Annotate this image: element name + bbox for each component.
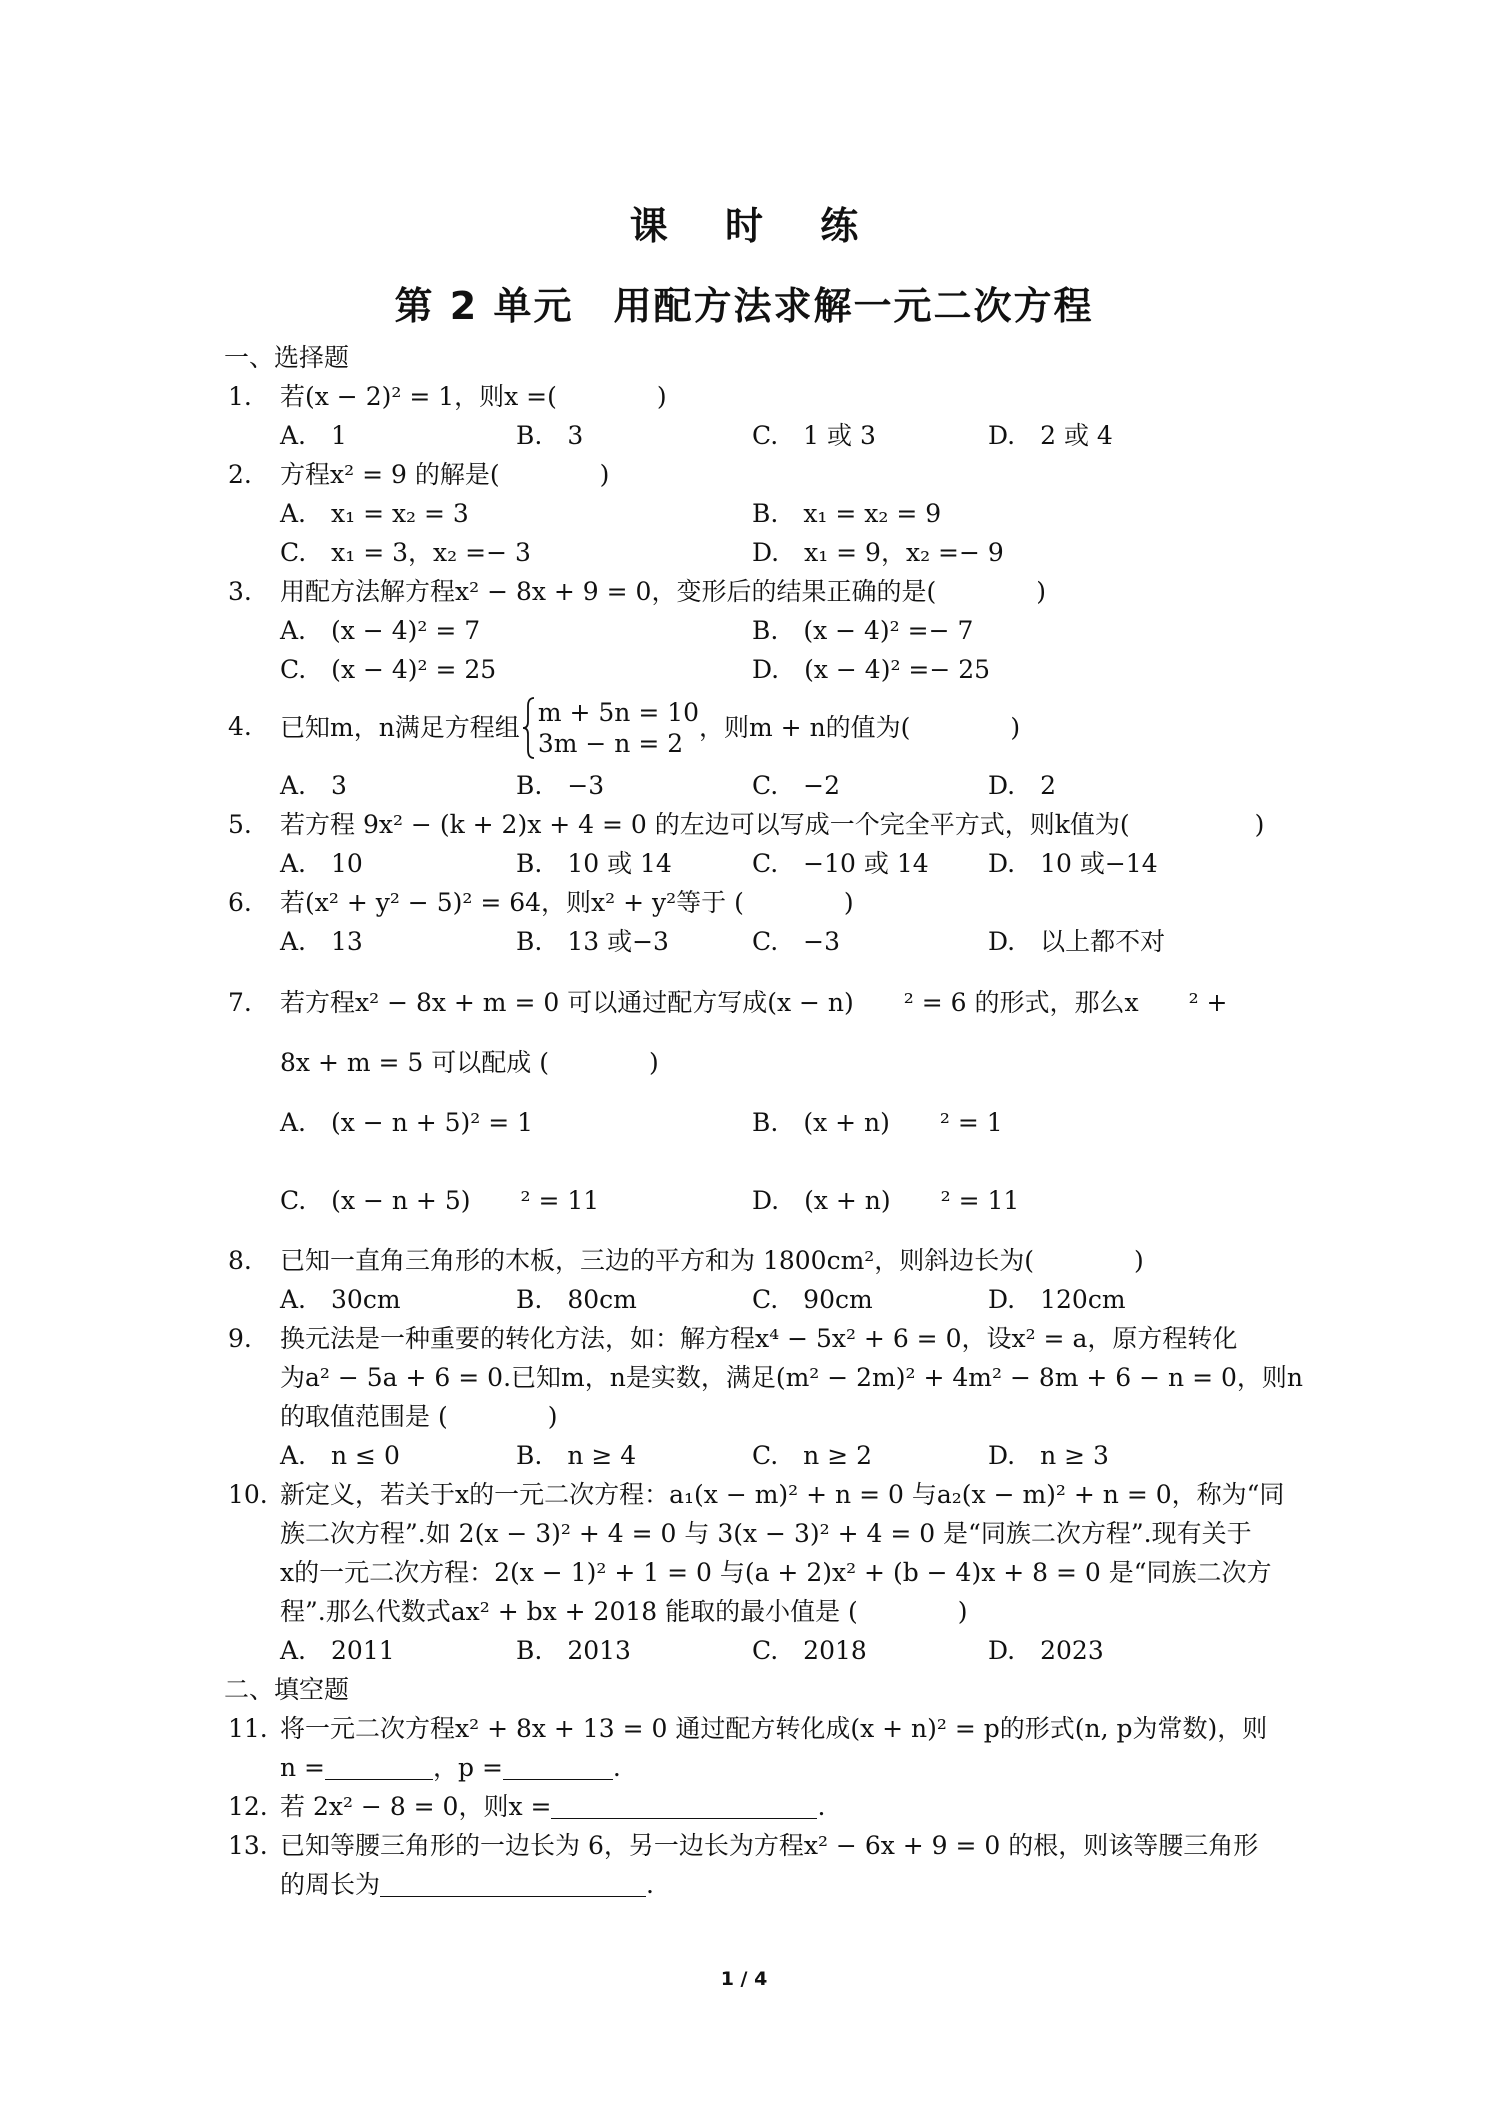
option-b: B. 80cm <box>516 1285 637 1314</box>
option-b: B. (x − 4)² =− 7 <box>752 616 974 645</box>
option-b: B. 10 或 14 <box>516 849 672 878</box>
option-c: C. −3 <box>752 927 841 956</box>
worksheet-page: 课 时 练 第 2 单元 用配方法求解一元二次方程 一、选择题 1. 若(x − 2)² = 1，则x =( ) A. 1 B. 3 C. 1 或 3 D. 2 或 4 2. 方程x² = 9 的解是( ) A. x₁ = x₂ = 3 B. x₁ = x₂ = 9 C. x₁ = 3，x₂ =− 3 D. x₁ = 9，x₂ =− 9 3. 用配方法解方程x² − 8x + 9 = 0，变形后的结果正确的是( ) A. (x − 4)² = 7 B. (x − 4)² =− 7 C. (x − 4)² = 25 D. (x − 4)² =− 25 4. 已知m，n满足方程组 m + 5n = 10 3m − n = 2 ，则m + n的值为( ) A. 3 B. −3 C. −2 D. 2 5. 若方程 9x² − (k + 2)x + 4 = 0 的左边可以写成一个完全平方式，则k值为( ) A. 10 B. 10 或 14 C. −10 或 14 D. 10 或−14 6. 若(x² + y² − 5)² = 64，则x² + y²等于 ( ) A. 13 B. 13 或−3 C. −3 D. 以上都不对 7. 若方程x² − 8x + m = 0 可以通过配方写成(x − n) ² = 6 的形式，那么x ² + 8x + m = 5 可以配成 ( ) A. (x − n + 5)² = 1 B. (x + n) ² = 1 C. (x − n + 5) ² = 11 D. (x + n) ² = 11 8. 已知一直角三角形的木板，三边的平方和为 1800cm²，则斜边长为( ) A. 30cm B. 80cm C. 90cm D. 120cm 9. 换元法是一种重要的转化方法，如：解方程x⁴ − 5x² + 6 = 0，设x² = a，原方程转化 为a² − 5a + 6 = 0.已知m，n是实数，满足(m² − 2m)² + 4m² − 8m + 6 − n = 0，则n 的取值范围是 ( ) A. n ≤ 0 B. n ≥ 4 C. n ≥ 2 D. n ≥ 3 10. 新定义，若关于x的一元二次方程：a₁(x − m)² + n = 0 与a₂(x − m)² + n = 0，称为“同 族二次方程”.如 2(x − 3)² + 4 = 0 与 3(x − 3)² + 4 = 0 是“同族二次方程”.现有关于 x的一元二次方程：2(x − 1)² + 1 = 0 与(a + 2)x² + (b − 4)x + 8 = 0 是“同族二次方 程”.那么代数式ax² + bx + 2018 能取的最小值是 ( ) A. 2011 B. 2013 C. 2018 D. 2023 二、填空题 11. 将一元二次方程x² + 8x + 13 = 0 通过配方转化成(x + n)² = p的形式(n, p为常数)，则 n = ，p = . 12. 若 2x² − 8 = 0，则x = . 13. 已知等腰三角形的一边长为 6，另一边长为方程x² − 6x + 9 = 0 的根，则该等腰三角形 的周长为 . 1 / 4 <box>0 0 1488 2104</box>
option-a: A. 10 <box>280 849 363 878</box>
option-d: D. (x + n) ² = 11 <box>752 1186 1020 1215</box>
option-a: A. (x − n + 5)² = 1 <box>280 1108 534 1137</box>
option-b: B. x₁ = x₂ = 9 <box>752 499 942 528</box>
option-c: C. 2018 <box>752 1636 867 1665</box>
brace-icon <box>522 696 536 760</box>
option-d: D. 2023 <box>988 1636 1104 1665</box>
page-number: 1 / 4 <box>720 1968 768 1990</box>
option-b: B. 3 <box>516 421 584 450</box>
option-a: A. 13 <box>280 927 363 956</box>
answer-blank-x[interactable] <box>551 1794 817 1819</box>
system-eq-2: 3m − n = 2 <box>537 729 684 758</box>
option-d: D. (x − 4)² =− 25 <box>752 655 991 684</box>
option-c: C. −2 <box>752 771 841 800</box>
option-b: B. −3 <box>516 771 605 800</box>
system-eq-1: m + 5n = 10 <box>537 698 700 727</box>
option-d: D. n ≥ 3 <box>988 1441 1109 1470</box>
option-a: A. 30cm <box>280 1285 401 1314</box>
option-d: D. 2 <box>988 771 1057 800</box>
option-a: A. (x − 4)² = 7 <box>280 616 481 645</box>
option-a: A. 3 <box>280 771 347 800</box>
option-c: C. n ≥ 2 <box>752 1441 873 1470</box>
option-a: A. n ≤ 0 <box>280 1441 400 1470</box>
option-d: D. x₁ = 9，x₂ =− 9 <box>752 538 1004 567</box>
answer-blank-perimeter[interactable] <box>380 1872 646 1897</box>
option-c: C. −10 或 14 <box>752 849 929 878</box>
option-c: C. (x − 4)² = 25 <box>280 655 497 684</box>
option-c: C. 1 或 3 <box>752 421 876 450</box>
page-subtitle: 第 2 单元 用配方法求解一元二次方程 <box>394 284 1094 328</box>
option-b: B. (x + n) ² = 1 <box>752 1108 1003 1137</box>
answer-blank-n[interactable] <box>325 1755 433 1780</box>
option-d: D. 10 或−14 <box>988 849 1158 878</box>
option-a: A. 2011 <box>280 1636 395 1665</box>
option-b: B. 2013 <box>516 1636 631 1665</box>
answer-blank-p[interactable] <box>503 1755 613 1780</box>
option-d: D. 以上都不对 <box>988 927 1166 956</box>
option-d: D. 2 或 4 <box>988 421 1113 450</box>
option-c: C. (x − n + 5) ² = 11 <box>280 1186 600 1215</box>
option-a: A. x₁ = x₂ = 3 <box>280 499 469 528</box>
option-d: D. 120cm <box>988 1285 1126 1314</box>
option-c: C. x₁ = 3，x₂ =− 3 <box>280 538 531 567</box>
page-title: 课 时 练 <box>629 204 881 248</box>
option-a: A. 1 <box>280 421 347 450</box>
option-c: C. 90cm <box>752 1285 873 1314</box>
option-b: B. n ≥ 4 <box>516 1441 637 1470</box>
option-b: B. 13 或−3 <box>516 927 669 956</box>
